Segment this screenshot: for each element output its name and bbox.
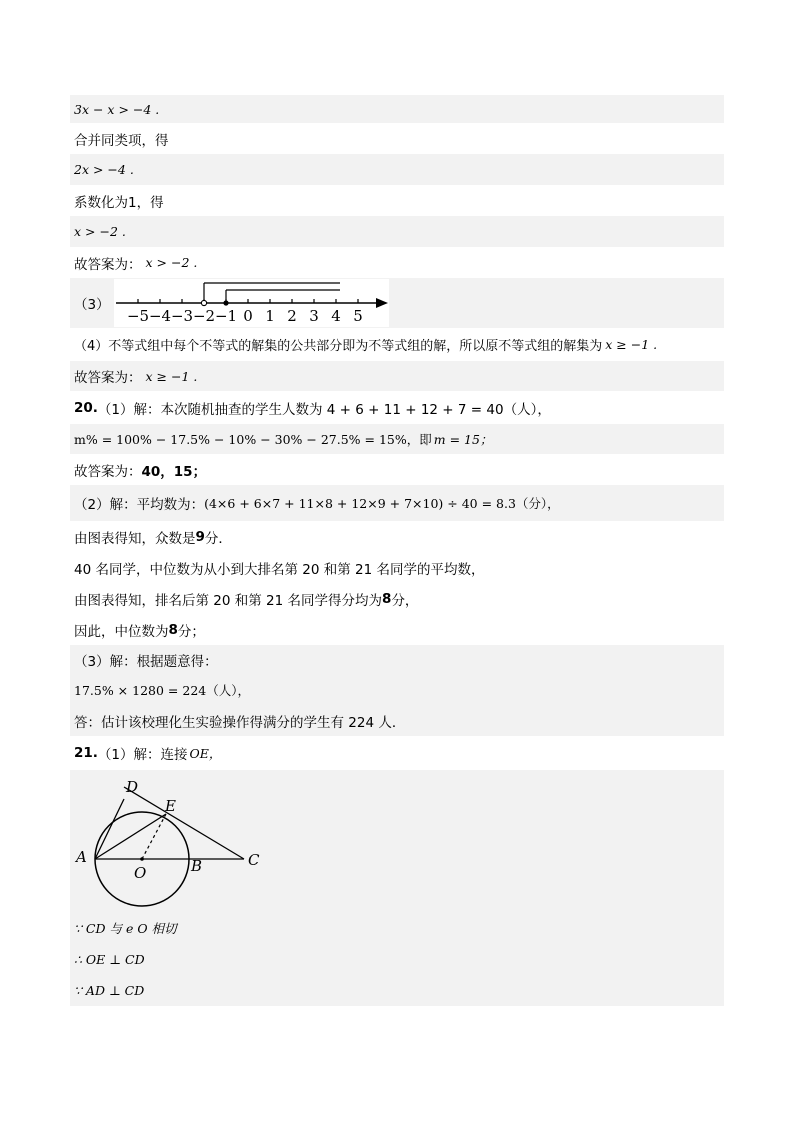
document-page [70, 95, 724, 1006]
line-answer [70, 705, 724, 736]
label-c: C [248, 851, 260, 869]
line-1 [70, 95, 724, 123]
answer-expr: x > −2 . [145, 255, 198, 270]
line-q20-3 [70, 645, 724, 674]
open-circle-marker [201, 300, 206, 305]
number-line-tick-label: 4 [330, 307, 341, 325]
line-part-4 [70, 328, 724, 361]
line-calc [70, 674, 724, 705]
perpendicular-oe-cd: ∴ OE ⊥ CD [74, 951, 145, 967]
median-value: 8 [168, 621, 178, 638]
line-therefore-1 [70, 943, 724, 975]
mode-text: 由图表得知，众数是 [74, 530, 196, 547]
question-21-number: 21. [74, 745, 98, 761]
number-line-tick-label: 3 [308, 307, 319, 325]
circle-tangent-figure [74, 770, 274, 910]
geometry-figure-row [70, 770, 724, 912]
number-line-tick-label: −3 [170, 307, 193, 325]
text-combine-like-terms: 合并同类项，得 [74, 132, 169, 149]
question-21-text: （1）解：连接 [97, 747, 188, 763]
number-line-tick-label: 5 [352, 307, 363, 325]
median-intro: 40 名同学，中位数为从小到大排名第 20 和第 21 名同学的平均数， [74, 561, 485, 578]
equation-3: x > −2 . [74, 224, 126, 239]
mode-unit: 分． [204, 530, 232, 547]
number-line-tick-label: 1 [264, 307, 275, 325]
filled-circle-marker [223, 300, 228, 305]
line-numberline [70, 278, 724, 328]
calculation: 17.5% × 1280 = 224（人）， [74, 682, 250, 698]
line-because-2 [70, 975, 724, 1006]
median-rank-unit: 分， [391, 592, 419, 609]
part-4-expr: x ≥ −1 . [605, 337, 658, 352]
line-8 [70, 361, 724, 391]
line-q20-mean [70, 485, 724, 521]
line-mode [70, 521, 724, 552]
part-4-text: （4）不等式组中每个不等式的解集的公共部分即为不等式组的解，所以原不等式组的解集为 [74, 339, 603, 354]
line-5 [70, 216, 724, 247]
label-b: B [191, 857, 203, 875]
answer-prefix-3: 故答案为： [74, 463, 142, 480]
number-line-tick-label: 2 [286, 307, 297, 325]
number-line-tick-label: 0 [242, 307, 253, 325]
median-rank-value: 8 [382, 590, 392, 607]
equation-1: 3x − x > −4 . [74, 101, 160, 117]
final-answer: 答：估计该校理化生实验操作得满分的学生有 224 人． [74, 714, 406, 731]
median-rank-text: 由图表得知，排名后第 20 和第 21 名同学得分均为 [74, 592, 383, 609]
label-d: D [126, 778, 139, 796]
label-o: O [134, 864, 147, 882]
label-e: E [165, 797, 176, 815]
line-q21 [70, 736, 724, 770]
line-2 [70, 123, 724, 154]
center-dot [140, 857, 144, 861]
line-q20-1 [70, 391, 724, 424]
line-because-1 [70, 912, 724, 943]
median-unit: 分； [177, 623, 205, 640]
line-median-conclusion [70, 614, 724, 645]
number-line-figure [114, 279, 389, 327]
text-normalize-coefficient: 系数化为1，得 [74, 194, 164, 211]
mean-expr: (4×6 + 6×7 + 11×8 + 12×9 + 7×10) ÷ 40 = 8.3（分）， [204, 496, 560, 511]
line-oe-dashed [142, 814, 166, 859]
number-line-tick-label: −4 [148, 307, 171, 325]
line-q20-ans [70, 454, 724, 485]
number-line-tick-label: −1 [214, 307, 237, 325]
perpendicular-ad-cd: ∵ AD ⊥ CD [74, 983, 145, 998]
tangent-statement: ∵ CD 与 e O 相切 [74, 920, 177, 936]
line-median-rank [70, 583, 724, 614]
mean-label: （2）解：平均数为： [74, 497, 205, 513]
question-20-number: 20. [74, 399, 98, 416]
line-q20-m [70, 424, 724, 454]
number-line-tick-label: −5 [126, 307, 149, 325]
mode-value: 9 [195, 528, 205, 545]
m-value: m = 15； [433, 432, 493, 447]
answer-prefix: 故答案为： [74, 256, 142, 273]
m-percent-expr: m% = 100% − 17.5% − 10% − 30% − 27.5% = 15%，即 [74, 432, 432, 447]
line-median-intro [70, 552, 724, 583]
answer-values: 40，15； [141, 463, 207, 480]
question-20-part1: （1）解：本次随机抽查的学生人数为 4 + 6 + 11 + 12 + 7 = 40（人）， [97, 401, 551, 418]
line-3 [70, 154, 724, 185]
equation-2: 2x > −4 . [74, 162, 134, 177]
line-6 [70, 247, 724, 278]
part-3-label: （3） [74, 297, 110, 313]
label-a: A [76, 848, 87, 866]
segment-oe: OE， [189, 746, 222, 761]
answer-prefix-2: 故答案为： [74, 370, 142, 386]
median-conclusion-text: 因此，中位数为 [74, 623, 169, 640]
answer-expr-2: x ≥ −1 . [145, 368, 198, 384]
line-dc [124, 787, 244, 859]
line-4 [70, 185, 724, 216]
part-3-solution-label: （3）解：根据题意得： [74, 653, 218, 670]
number-line-tick-label: −2 [192, 307, 215, 325]
